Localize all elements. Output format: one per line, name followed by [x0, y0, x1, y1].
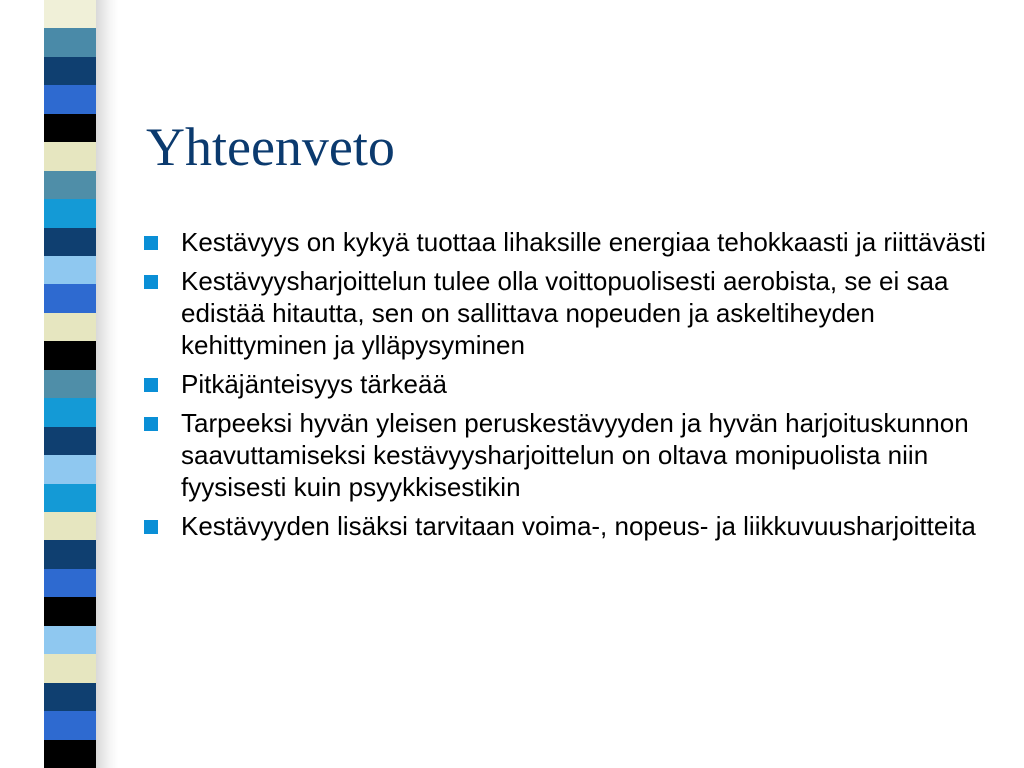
square-bullet-icon — [144, 417, 158, 431]
stripe-band — [44, 0, 96, 29]
bullet-text: Tarpeeksi hyvän yleisen peruskestävyyden ja hyvän harjoituskunnon saavuttamiseksi kestävyysharjoittelun on oltava monipuolista niin fyysisesti kuin psyykkisestikin — [181, 408, 969, 502]
stripe-band — [44, 654, 96, 683]
stripe-band — [44, 569, 96, 598]
stripe-band — [44, 597, 96, 626]
square-bullet-icon — [144, 378, 158, 392]
square-bullet-icon — [144, 236, 158, 250]
stripe-band — [44, 256, 96, 285]
bullet-text: Kestävyys on kykyä tuottaa lihaksille energiaa tehokkaasti ja riittävästi — [181, 227, 986, 257]
stripe-band — [44, 228, 96, 257]
bullet-item — [144, 368, 994, 400]
slide-title: Yhteenveto — [146, 117, 395, 177]
stripe-shadow — [96, 0, 118, 768]
bullet-item — [144, 265, 994, 361]
bullet-item — [144, 226, 994, 258]
stripe-band — [44, 85, 96, 114]
stripe-band — [44, 484, 96, 513]
stripe-band — [44, 57, 96, 86]
square-bullet-icon — [144, 520, 158, 534]
bullet-list — [144, 226, 994, 549]
stripe-band — [44, 398, 96, 427]
stripe-band — [44, 341, 96, 370]
stripe-band — [44, 427, 96, 456]
stripe-band — [44, 199, 96, 228]
stripe-band — [44, 28, 96, 57]
bullet-text: Pitkäjänteisyys tärkeää — [181, 369, 447, 399]
stripe-band — [44, 455, 96, 484]
bullet-text: Kestävyyden lisäksi tarvitaan voima-, nopeus- ja liikkuvuusharjoitteita — [181, 511, 976, 541]
stripe-band — [44, 142, 96, 171]
decorative-stripe-bar — [44, 0, 96, 768]
stripe-band — [44, 740, 96, 768]
stripe-band — [44, 284, 96, 313]
bullet-text: Kestävyysharjoittelun tulee olla voittopuolisesti aerobista, se ei saa edistää hitautta, sen on sallittava nopeuden ja askeltiheyden kehittyminen ja ylläpysyminen — [181, 266, 949, 360]
stripe-band — [44, 626, 96, 655]
stripe-band — [44, 114, 96, 143]
bullet-item — [144, 407, 994, 503]
stripe-band — [44, 313, 96, 342]
stripe-band — [44, 540, 96, 569]
square-bullet-icon — [144, 275, 158, 289]
stripe-band — [44, 683, 96, 712]
stripe-band — [44, 711, 96, 740]
bullet-item — [144, 510, 994, 542]
stripe-band — [44, 171, 96, 200]
stripe-band — [44, 370, 96, 399]
stripe-band — [44, 512, 96, 541]
